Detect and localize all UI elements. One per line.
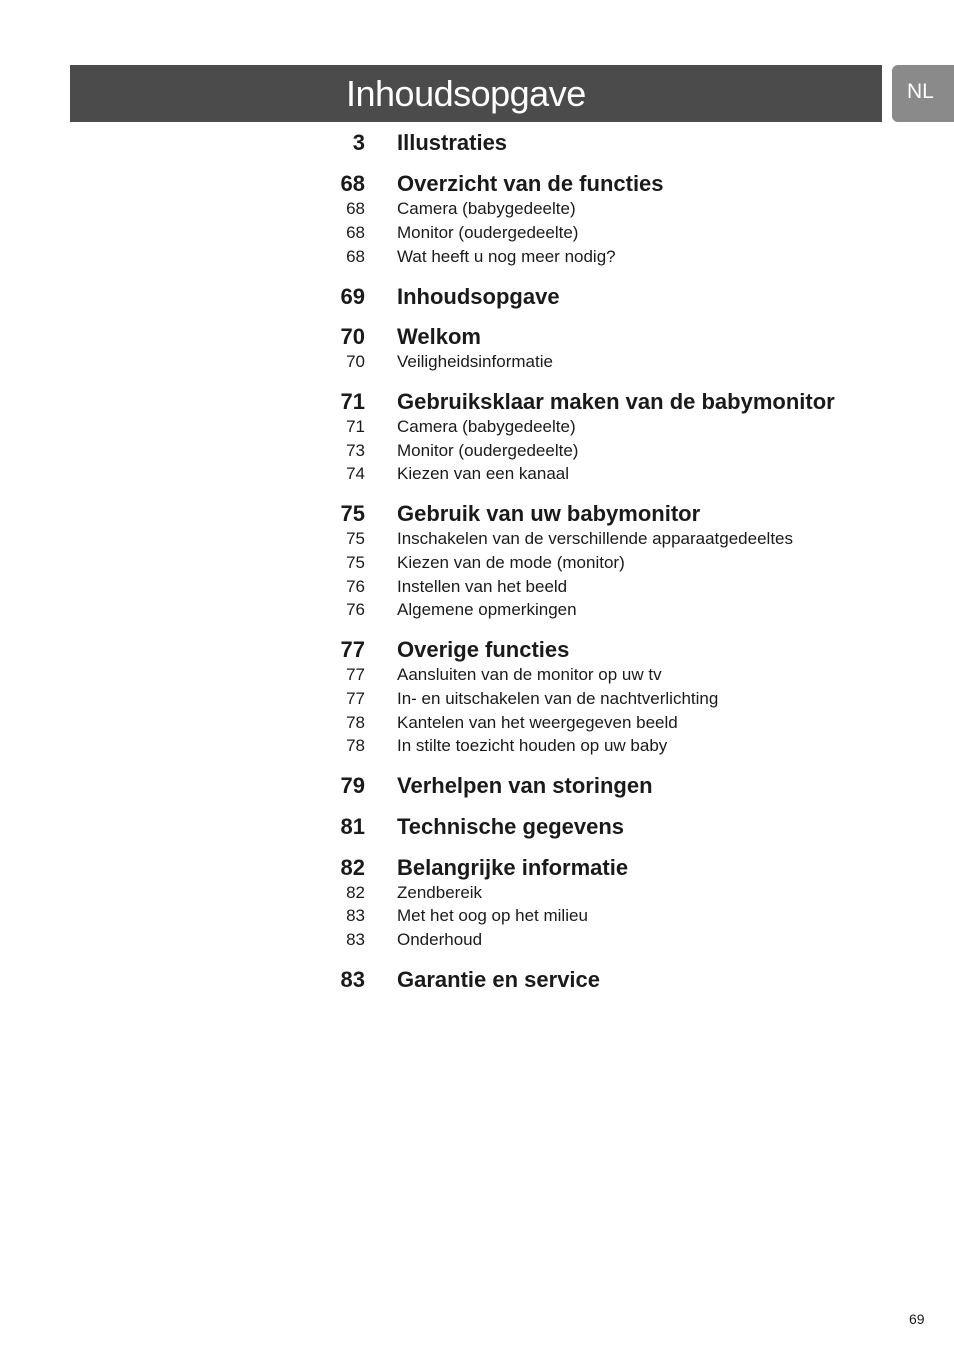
language-tab-label: NL (907, 80, 934, 103)
section-title: Verhelpen van storingen (397, 773, 653, 798)
section-title: Garantie en service (397, 967, 601, 992)
subitem-page: 70 (346, 352, 365, 371)
section-title: Overzicht van de functies (397, 171, 664, 196)
page-number: 69 (909, 1311, 925, 1327)
section-page: 75 (340, 501, 365, 526)
subitem-page: 77 (346, 665, 365, 684)
section-page: 77 (340, 637, 365, 662)
section-title: Gebruiksklaar maken van de babymonitor (397, 389, 835, 414)
subitem-page: 68 (346, 223, 365, 242)
section-title: Illustraties (397, 130, 508, 155)
section-title: Gebruik van uw babymonitor (397, 501, 701, 526)
section-page: 69 (340, 284, 365, 309)
subitem-page: 71 (346, 417, 365, 436)
subitem-title: Algemene opmerkingen (397, 600, 577, 619)
subitem-title: Inschakelen van de verschillende apparaatgedeeltes (397, 529, 793, 548)
subitem-page: 77 (346, 689, 365, 708)
subitem-title: Kiezen van een kanaal (397, 464, 570, 483)
subitem-title: Camera (babygedeelte) (397, 417, 576, 436)
subitem-page: 74 (346, 464, 365, 483)
subitem-title: Aansluiten van de monitor op uw tv (397, 665, 662, 684)
subitem-title: In stilte toezicht houden op uw baby (397, 736, 668, 755)
section-page: 70 (340, 324, 365, 349)
title-bar (70, 65, 882, 122)
page-title: Inhoudsopgave (346, 73, 586, 114)
subitem-title: Instellen van het beeld (397, 577, 568, 596)
subitem-page: 82 (346, 883, 365, 902)
language-tab (892, 65, 954, 122)
subitem-title: Wat heeft u nog meer nodig? (397, 247, 616, 266)
subitem-title: Onderhoud (397, 930, 483, 949)
subitem-page: 78 (346, 713, 365, 732)
section-page: 3 (352, 130, 365, 155)
subitem-title: Met het oog op het milieu (397, 906, 588, 925)
subitem-page: 68 (346, 199, 365, 218)
subitem-page: 83 (346, 906, 365, 925)
section-page: 83 (340, 967, 365, 992)
subitem-title: Camera (babygedeelte) (397, 199, 576, 218)
section-page: 81 (340, 814, 365, 839)
subitem-page: 83 (346, 930, 365, 949)
section-page: 82 (340, 855, 365, 880)
subitem-page: 76 (346, 577, 365, 596)
section-page: 79 (340, 773, 365, 798)
subitem-title: In- en uitschakelen van de nachtverlichting (397, 689, 719, 708)
section-title: Belangrijke informatie (397, 855, 629, 880)
subitem-title: Veiligheidsinformatie (397, 352, 553, 371)
subitem-title: Zendbereik (397, 883, 483, 902)
section-title: Welkom (397, 324, 481, 349)
section-title: Overige functies (397, 637, 570, 662)
subitem-title: Kiezen van de mode (monitor) (397, 553, 625, 572)
subitem-page: 78 (346, 736, 365, 755)
subitem-title: Kantelen van het weergegeven beeld (397, 713, 678, 732)
subitem-page: 73 (346, 441, 365, 460)
subitem-page: 75 (346, 553, 365, 572)
section-page: 68 (340, 171, 365, 196)
section-title: Inhoudsopgave (397, 284, 560, 309)
section-page: 71 (340, 389, 365, 414)
subitem-title: Monitor (oudergedeelte) (397, 441, 579, 460)
subitem-title: Monitor (oudergedeelte) (397, 223, 579, 242)
subitem-page: 68 (346, 247, 365, 266)
subitem-page: 75 (346, 529, 365, 548)
subitem-page: 76 (346, 600, 365, 619)
section-title: Technische gegevens (397, 814, 625, 839)
